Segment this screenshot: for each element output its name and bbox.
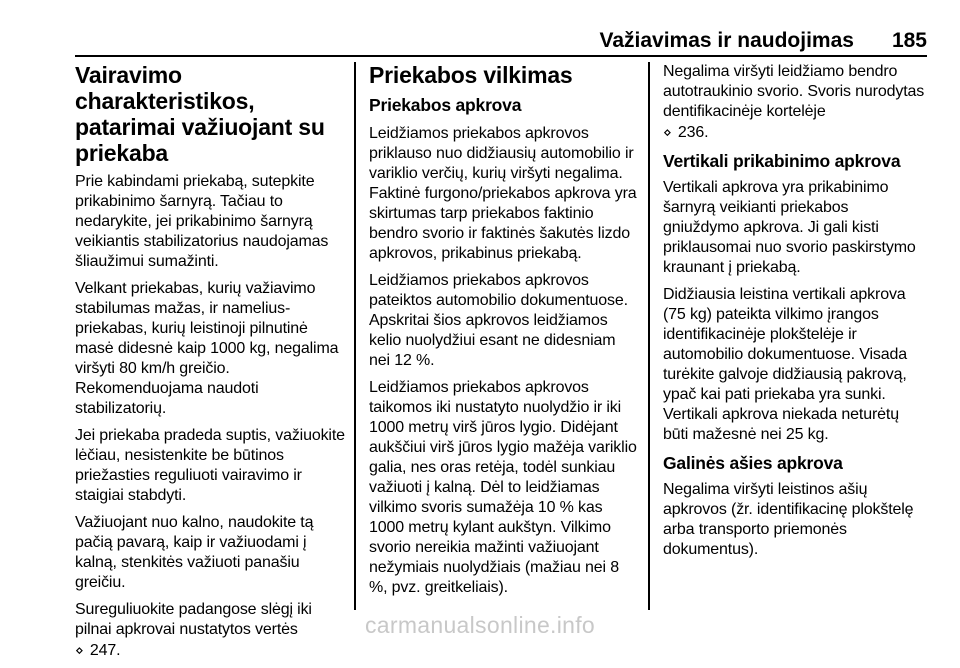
paragraph: Leidžiamos priekabos apkrovos pateiktos automobilio dokumentuose. Apskritai šios apkrovos leidžiamos kelio nuolydžiui esant ne didesniam nei 12 %.: [369, 272, 628, 369]
column-1: [75, 62, 347, 668]
section-heading: Priekabos vilkimas: [369, 62, 573, 88]
paragraph: Leidžiamos priekabos apkrovos priklauso nuo didžiausių automobilio ir variklio verčių, kurių viršyti negalima. Faktinė furgono/priekabos apkrova yra skirtumas tarp priekabos faktinio bendro svorio ir faktinės šakutės lizdo apkrovos, prikabinus priekabą.: [369, 125, 637, 262]
page-reference[interactable]: 236.: [677, 124, 709, 141]
section-heading: Vairavimo charakteristikos, patarimai važiuojant su priekaba: [75, 62, 325, 166]
column-divider-2: [648, 62, 650, 610]
column-3: [663, 62, 925, 567]
paragraph: Negalima viršyti leistinos ašių apkrovos (žr. identifikacinę plokštelę arba transporto priemonės dokumentus).: [663, 481, 914, 558]
subsection-heading: Galinės ašies apkrova: [663, 453, 843, 473]
watermark: carmanualsonline.info: [364, 612, 596, 638]
paragraph: Prie kabindami priekabą, sutepkite prikabinimo šarnyrą. Tačiau to nedarykite, jei prikabinimo šarnyrą veikiantis stabilizatorius naudojamas šliaužimui sumažinti.: [75, 173, 329, 270]
header-divider: [75, 55, 927, 57]
paragraph: Leidžiamos priekabos apkrovos taikomos iki nustatyto nuolydžio ir iki 1000 metrų virš jūros lygio. Didėjant aukščiui virš jūros lygio mažėja variklio galia, nes oras retėja, todėl sunkiau važiuoti į kalną. Dėl to leidžiamas vilkimo svoris sumažėja 10 % kas 1000 metrų kylant aukštyn. Vilkimo svorio nereikia mažinti važiuojant nežymiais nuolydžiais (mažiau nei 8 %, pvz. greitkeliais).: [369, 379, 637, 596]
page-ref-icon: ⋄: [75, 642, 84, 658]
paragraph: Jei priekaba pradeda suptis, važiuokite lėčiau, nesistenkite be būtinos priežasties reguliuoti vairavimo ir staigiai stabdyti.: [75, 427, 345, 504]
paragraph: Važiuojant nuo kalno, naudokite tą pačią pavarą, kaip ir važiuodami į kalną, stenkitės važiuoti panašiu greičiu.: [75, 514, 314, 591]
paragraph: Didžiausia leistina vertikali apkrova (75 kg) pateikta vilkimo įrangos identifikacinėje plokštelėje ir automobilio dokumentuose. Visada turėkite galvoje didžiausią pakrovą, ypač kai pati priekaba yra sunki. Vertikali apkrova niekada neturėtų būti mažesnė nei 25 kg.: [663, 286, 907, 443]
paragraph-text: Negalima viršyti leidžiamo bendro autotraukinio svorio. Svoris nurodytas dentifikacinėje kortelėje: [663, 63, 925, 120]
page-ref-icon: ⋄: [663, 124, 672, 140]
paragraph: Velkant priekabas, kurių važiavimo stabilumas mažas, ir namelius-priekabas, kurių leistinoji pilnutinė masė didesnė kaip 1000 kg, negalima viršyti 80 km/h greičio.: [75, 280, 339, 377]
subsection-heading: Vertikali prikabinimo apkrova: [663, 151, 901, 171]
subsection-heading: Priekabos apkrova: [369, 95, 522, 115]
page-number: 185: [891, 29, 927, 52]
paragraph-text: Sureguliuokite padangose slėgį iki pilnai apkrovai nustatytos vertės: [75, 601, 312, 638]
paragraph-with-reference: [663, 62, 925, 143]
page-reference[interactable]: 247.: [89, 642, 121, 659]
column-2: [369, 62, 637, 605]
column-divider-1: [354, 62, 356, 610]
page-header: [75, 28, 927, 54]
paragraph: Rekomenduojama naudoti stabilizatorių.: [75, 380, 259, 417]
paragraph: Vertikali apkrova yra prikabinimo šarnyrą veikianti priekabos gniuždymo apkrova. Ji gali kisti priklausomai nuo svorio paskirstymo kraunant į priekabą.: [663, 179, 916, 276]
section-title: Važiavimas ir naudojimas: [599, 29, 854, 52]
